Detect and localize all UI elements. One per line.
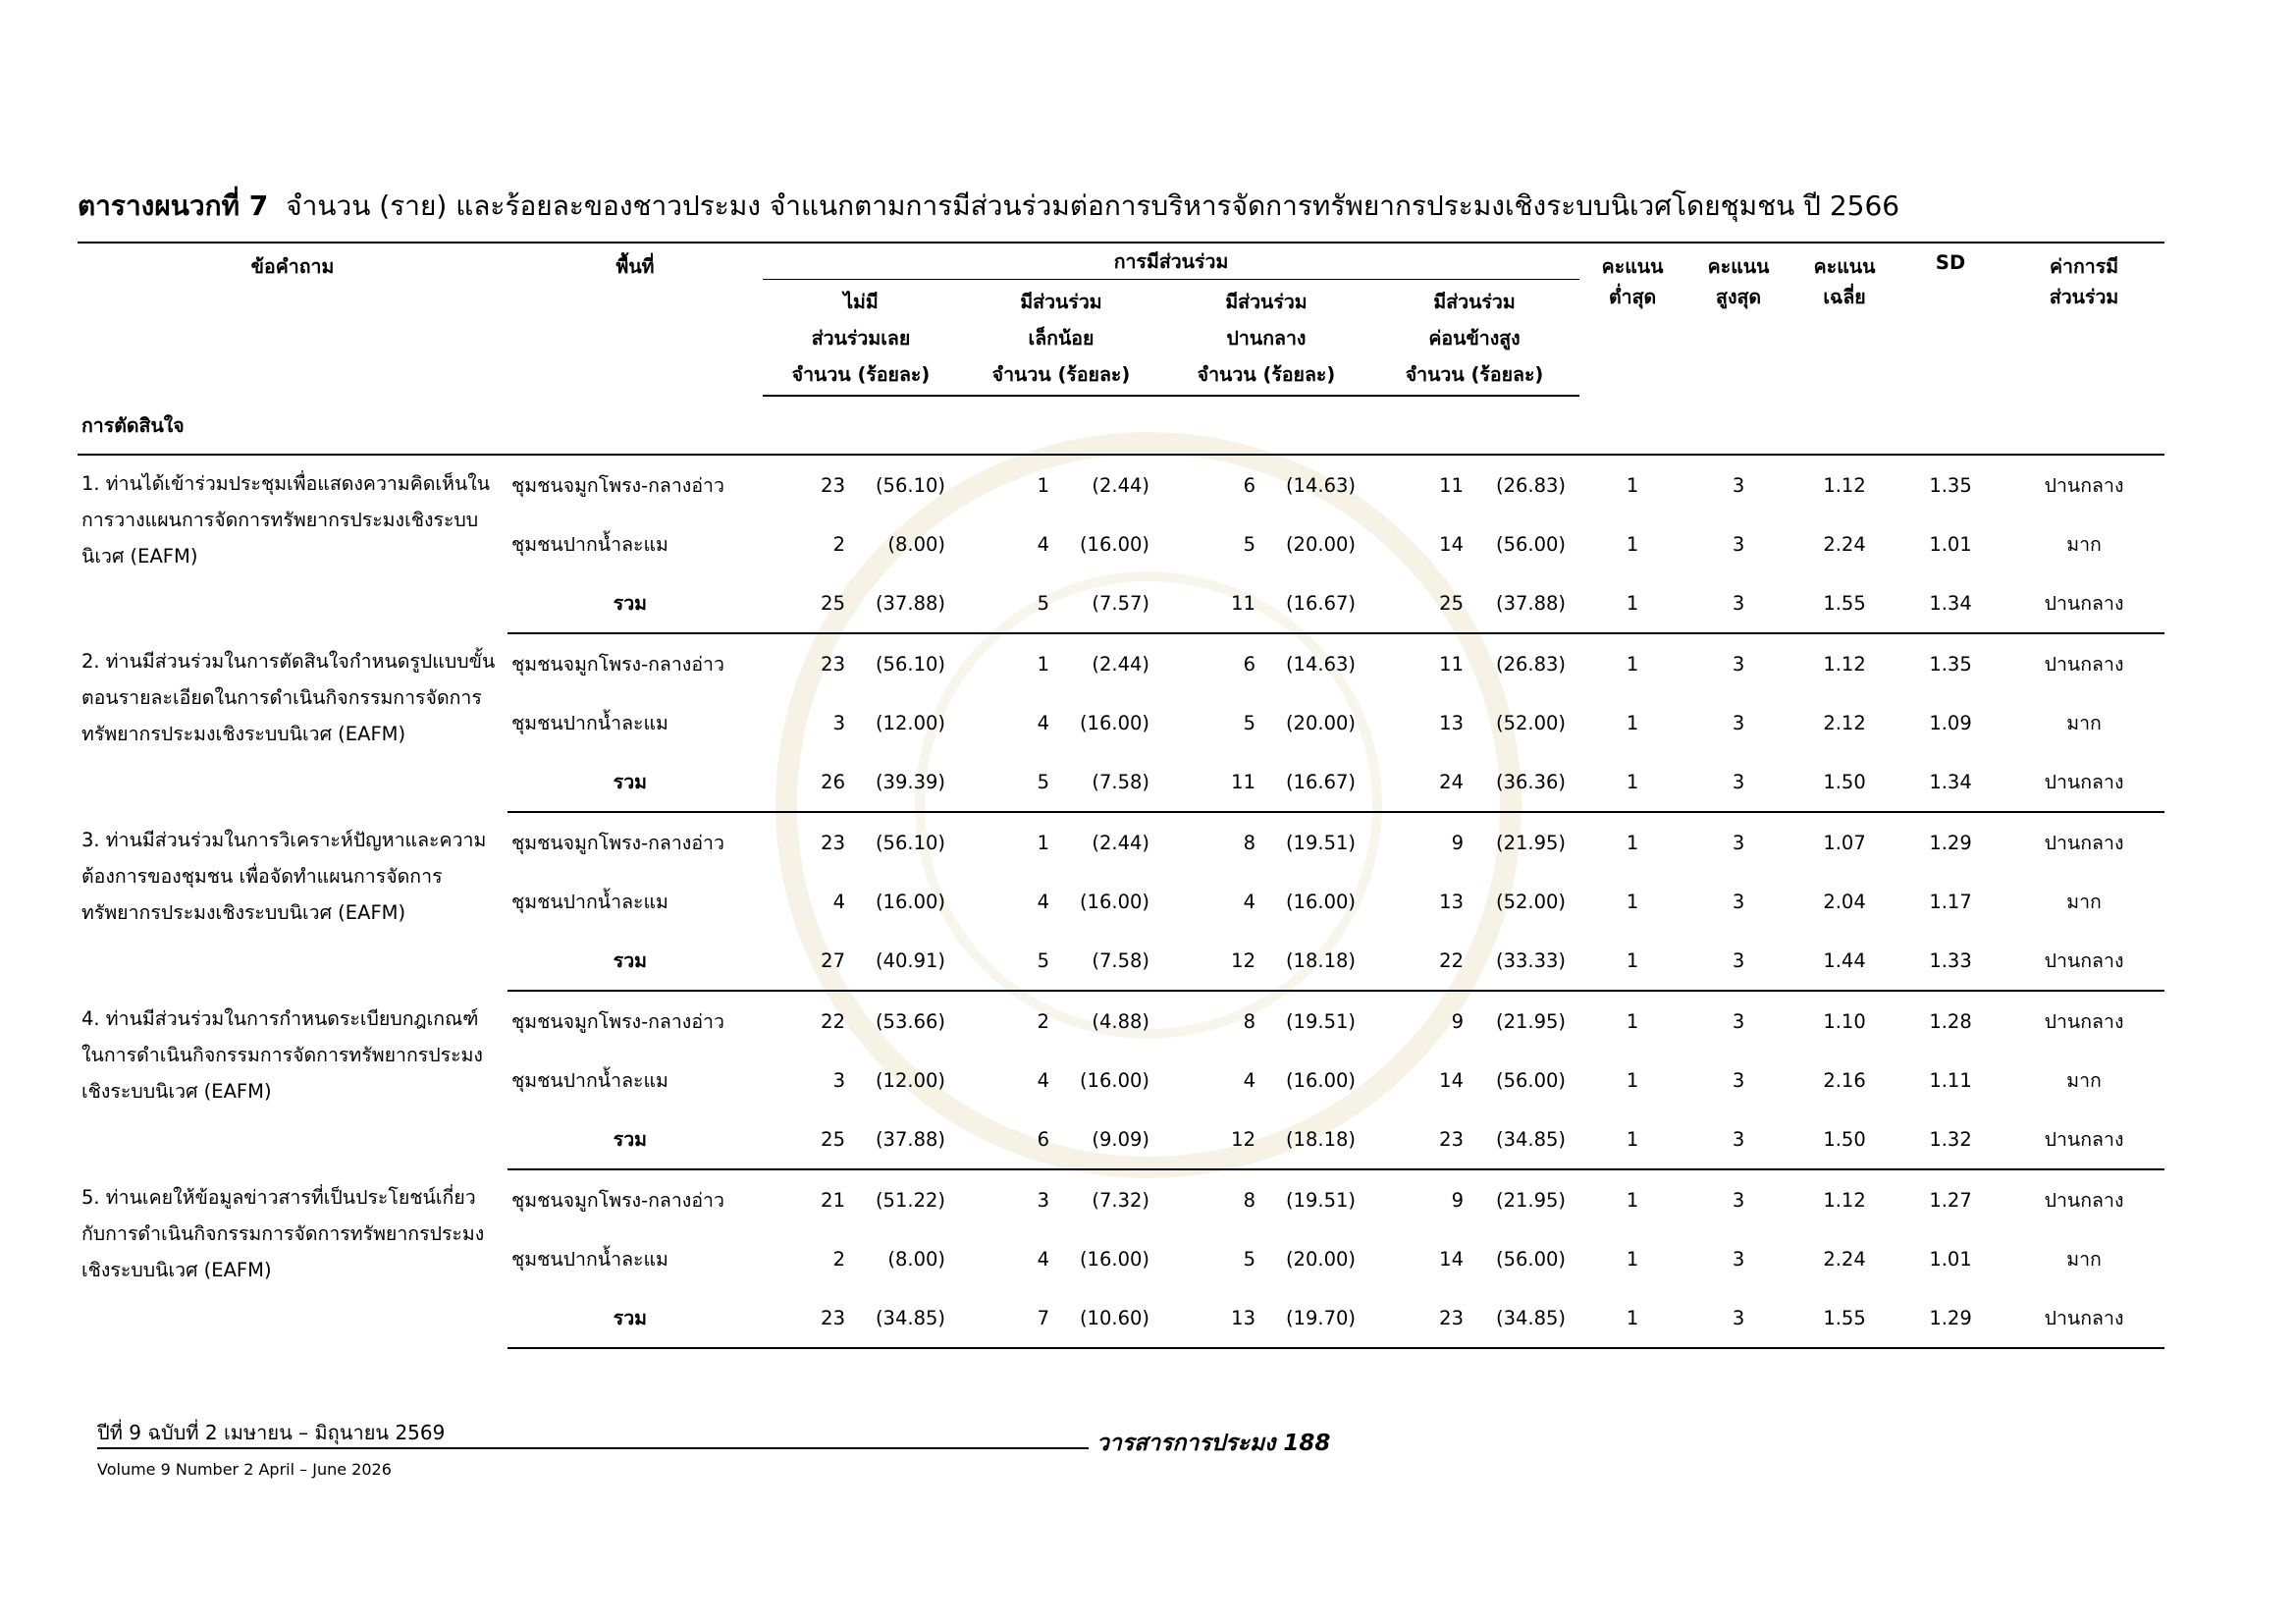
score-sd: 1.11 <box>1929 1068 1972 1092</box>
count-low: 4 <box>1037 890 1049 913</box>
header-level-none: ไม่มี ส่วนร่วมเลย จำนวน (ร้อยละ) <box>763 280 959 397</box>
count-none: 2 <box>832 532 845 556</box>
percent-low: (16.00) <box>1079 532 1149 556</box>
table-row <box>78 812 2164 872</box>
percent-none: (37.88) <box>851 573 959 633</box>
participation-level: ปานกลาง <box>2044 652 2124 676</box>
footer-volume: Volume 9 Number 2 April – June 2026 <box>97 1460 392 1479</box>
header-level-high: มีส่วนร่วม ค่อนข้างสูง จำนวน (ร้อยละ) <box>1369 280 1579 397</box>
count-medium: 5 <box>1243 711 1255 734</box>
score-min: 1 <box>1626 1009 1639 1033</box>
count-none: 23 <box>821 652 845 676</box>
percent-low: (16.00) <box>1079 1068 1149 1092</box>
score-sd: 1.32 <box>1897 1110 2003 1169</box>
percent-high: (56.00) <box>1496 1068 1567 1092</box>
score-sd: 1.35 <box>1929 473 1972 497</box>
score-min: 1 <box>1626 532 1639 556</box>
count-medium: 12 <box>1163 931 1261 991</box>
count-high: 11 <box>1439 473 1464 497</box>
count-high: 9 <box>1451 1009 1464 1033</box>
percent-none: (53.66) <box>875 1009 945 1033</box>
count-medium: 11 <box>1163 573 1261 633</box>
count-low: 5 <box>959 931 1055 991</box>
count-none: 22 <box>821 1009 845 1033</box>
area-name: ชุมชนปากน้ำละแม <box>511 1247 668 1271</box>
percent-none: (56.10) <box>875 831 945 854</box>
score-min: 1 <box>1626 831 1639 854</box>
score-mean: 1.50 <box>1791 752 1897 812</box>
score-max: 3 <box>1732 532 1745 556</box>
area-name: ชุมชนปากน้ำละแม <box>511 1068 668 1092</box>
percent-low: (10.60) <box>1055 1288 1163 1348</box>
header-participation: การมีส่วนร่วม <box>763 243 1579 280</box>
area-name: ชุมชนจมูกโพรง-กลางอ่าว <box>511 831 724 854</box>
total-label: รวม <box>507 573 763 633</box>
participation-level: มาก <box>2066 1247 2102 1271</box>
score-min: 1 <box>1579 573 1685 633</box>
score-min: 1 <box>1626 711 1639 734</box>
percent-high: (52.00) <box>1496 711 1567 734</box>
score-mean: 2.24 <box>1823 532 1866 556</box>
score-sd: 1.34 <box>1897 573 2003 633</box>
question-text: 2. ท่านมีส่วนร่วมในการตัดสินใจกำหนดรูปแบบขั้นตอนรายละเอียดในการดำเนินกิจกรรมการจัดการทรัพยากรประมงเชิงระบบนิเวศ (EAFM) <box>81 650 496 745</box>
percent-low: (4.88) <box>1092 1009 1149 1033</box>
score-mean: 1.44 <box>1791 931 1897 991</box>
percent-none: (16.00) <box>875 890 945 913</box>
count-none: 3 <box>832 1068 845 1092</box>
header-level: ค่าการมี ส่วนร่วม <box>2049 255 2119 308</box>
percent-high: (37.88) <box>1469 573 1579 633</box>
percent-high: (52.00) <box>1496 890 1567 913</box>
score-mean: 1.07 <box>1823 831 1866 854</box>
header-area: พื้นที่ <box>615 255 655 278</box>
participation-level: มาก <box>2066 532 2102 556</box>
count-none: 23 <box>821 473 845 497</box>
count-medium: 5 <box>1243 1247 1255 1271</box>
count-none: 3 <box>832 711 845 734</box>
question-text: 1. ท่านได้เข้าร่วมประชุมเพื่อแสดงความคิดเห็นในการวางแผนการจัดการทรัพยากรประมงเชิงระบบนิเวศ (EAFM) <box>81 472 491 568</box>
score-max: 3 <box>1732 1009 1745 1033</box>
question-text: 3. ท่านมีส่วนร่วมในการวิเคราะห์ปัญหาและความต้องการของชุมชน เพื่อจัดทำแผนการจัดการทรัพยากรประมงเชิงระบบนิเวศ (EAFM) <box>81 829 487 924</box>
percent-medium: (18.18) <box>1261 931 1369 991</box>
score-min: 1 <box>1626 890 1639 913</box>
count-none: 23 <box>763 1288 851 1348</box>
score-sd: 1.17 <box>1929 890 1972 913</box>
participation-level: ปานกลาง <box>2044 473 2124 497</box>
count-high: 23 <box>1369 1110 1469 1169</box>
count-high: 23 <box>1369 1288 1469 1348</box>
table-caption-label: ตารางผนวกที่ 7 <box>78 189 269 222</box>
score-min: 1 <box>1626 473 1639 497</box>
percent-medium: (18.18) <box>1261 1110 1369 1169</box>
area-name: ชุมชนจมูกโพรง-กลางอ่าว <box>511 473 724 497</box>
percent-high: (26.83) <box>1496 652 1567 676</box>
header-min: คะแนน ต่ำสุด <box>1601 255 1664 308</box>
participation-level: มาก <box>2066 890 2102 913</box>
percent-low: (16.00) <box>1079 711 1149 734</box>
question-text: 4. ท่านมีส่วนร่วมในการกำหนดระเบียบกฎเกณฑ์ในการดำเนินกิจกรรมการจัดการทรัพยากรประมงเชิงระบบนิเวศ (EAFM) <box>81 1007 483 1103</box>
percent-medium: (16.00) <box>1285 890 1356 913</box>
count-high: 14 <box>1439 1247 1464 1271</box>
score-sd: 1.35 <box>1929 652 1972 676</box>
count-medium: 13 <box>1163 1288 1261 1348</box>
percent-medium: (19.51) <box>1285 1188 1356 1212</box>
participation-level: ปานกลาง <box>2003 931 2164 991</box>
score-sd: 1.09 <box>1929 711 1972 734</box>
appendix-table <box>78 242 2164 1349</box>
score-min: 1 <box>1626 1188 1639 1212</box>
score-mean: 1.55 <box>1791 1288 1897 1348</box>
score-sd: 1.27 <box>1929 1188 1972 1212</box>
participation-level: ปานกลาง <box>2003 752 2164 812</box>
header-max: คะแนน สูงสุด <box>1707 255 1770 308</box>
count-low: 1 <box>1037 652 1049 676</box>
score-max: 3 <box>1732 711 1745 734</box>
count-low: 5 <box>959 573 1055 633</box>
participation-level: ปานกลาง <box>2003 1288 2164 1348</box>
score-min: 1 <box>1579 1110 1685 1169</box>
header-question: ข้อคำถาม <box>250 255 335 278</box>
percent-high: (21.95) <box>1496 1188 1567 1212</box>
header-level-low: มีส่วนร่วม เล็กน้อย จำนวน (ร้อยละ) <box>959 280 1163 397</box>
percent-none: (8.00) <box>887 532 945 556</box>
participation-level: ปานกลาง <box>2044 831 2124 854</box>
count-high: 9 <box>1451 1188 1464 1212</box>
percent-none: (12.00) <box>875 711 945 734</box>
participation-level: มาก <box>2066 1068 2102 1092</box>
percent-low: (7.57) <box>1055 573 1163 633</box>
count-low: 4 <box>1037 711 1049 734</box>
count-high: 9 <box>1451 831 1464 854</box>
percent-medium: (19.51) <box>1285 831 1356 854</box>
participation-level: ปานกลาง <box>2044 1009 2124 1033</box>
participation-level: มาก <box>2066 711 2102 734</box>
score-mean: 1.12 <box>1823 473 1866 497</box>
footer-divider <box>97 1447 1089 1449</box>
score-mean: 2.12 <box>1823 711 1866 734</box>
percent-medium: (14.63) <box>1285 652 1356 676</box>
count-medium: 8 <box>1243 831 1255 854</box>
count-none: 4 <box>832 890 845 913</box>
participation-level: ปานกลาง <box>2003 1110 2164 1169</box>
score-min: 1 <box>1626 1247 1639 1271</box>
percent-low: (2.44) <box>1092 652 1149 676</box>
count-none: 26 <box>763 752 851 812</box>
percent-medium: (14.63) <box>1285 473 1356 497</box>
percent-medium: (16.00) <box>1285 1068 1356 1092</box>
footer-journal-page: วารสารการประมง 188 <box>1096 1431 1331 1456</box>
score-sd: 1.28 <box>1929 1009 1972 1033</box>
count-none: 21 <box>821 1188 845 1212</box>
count-high: 14 <box>1439 1068 1464 1092</box>
count-none: 25 <box>763 1110 851 1169</box>
score-sd: 1.01 <box>1929 1247 1972 1271</box>
score-max: 3 <box>1685 573 1791 633</box>
count-medium: 12 <box>1163 1110 1261 1169</box>
total-label: รวม <box>507 1288 763 1348</box>
score-mean: 2.24 <box>1823 1247 1866 1271</box>
score-max: 3 <box>1685 1288 1791 1348</box>
percent-high: (36.36) <box>1469 752 1579 812</box>
count-low: 2 <box>1037 1009 1049 1033</box>
area-name: ชุมชนปากน้ำละแม <box>511 890 668 913</box>
score-mean: 1.50 <box>1791 1110 1897 1169</box>
count-high: 14 <box>1439 532 1464 556</box>
count-low: 1 <box>1037 831 1049 854</box>
score-max: 3 <box>1732 473 1745 497</box>
score-max: 3 <box>1732 1068 1745 1092</box>
percent-none: (56.10) <box>875 652 945 676</box>
header-level-medium: มีส่วนร่วม ปานกลาง จำนวน (ร้อยละ) <box>1163 280 1369 397</box>
percent-none: (8.00) <box>887 1247 945 1271</box>
percent-low: (9.09) <box>1055 1110 1163 1169</box>
count-medium: 4 <box>1243 890 1255 913</box>
percent-medium: (19.51) <box>1285 1009 1356 1033</box>
table-caption-text: จำนวน (ราย) และร้อยละของชาวประมง จำแนกตามการมีส่วนร่วมต่อการบริหารจัดการทรัพยากรประมงเชิงระบบนิเวศโดยชุมชน ปี 2566 <box>286 189 1900 222</box>
count-medium: 8 <box>1243 1188 1255 1212</box>
percent-high: (33.33) <box>1469 931 1579 991</box>
percent-medium: (19.70) <box>1261 1288 1369 1348</box>
score-max: 3 <box>1732 1188 1745 1212</box>
count-high: 22 <box>1369 931 1469 991</box>
count-low: 4 <box>1037 1247 1049 1271</box>
count-high: 13 <box>1439 711 1464 734</box>
score-max: 3 <box>1685 931 1791 991</box>
question-text: 5. ท่านเคยให้ข้อมูลข่าวสารที่เป็นประโยชน์เกี่ยวกับการดำเนินกิจกรรมการจัดการทรัพยากรประมงเชิงระบบนิเวศ (EAFM) <box>81 1186 485 1281</box>
count-low: 4 <box>1037 532 1049 556</box>
header-mean: คะแนน เฉลี่ย <box>1813 255 1876 308</box>
count-medium: 11 <box>1163 752 1261 812</box>
percent-low: (2.44) <box>1092 473 1149 497</box>
question-rows <box>78 455 2164 1348</box>
score-mean: 1.55 <box>1791 573 1897 633</box>
score-max: 3 <box>1732 1247 1745 1271</box>
count-medium: 4 <box>1243 1068 1255 1092</box>
area-name: ชุมชนจมูกโพรง-กลางอ่าว <box>511 1188 724 1212</box>
percent-none: (37.88) <box>851 1110 959 1169</box>
count-low: 7 <box>959 1288 1055 1348</box>
table-row <box>78 991 2164 1051</box>
area-name: ชุมชนปากน้ำละแม <box>511 711 668 734</box>
count-high: 24 <box>1369 752 1469 812</box>
percent-medium: (16.67) <box>1261 752 1369 812</box>
percent-low: (7.32) <box>1092 1188 1149 1212</box>
table-row <box>78 633 2164 693</box>
percent-none: (34.85) <box>851 1288 959 1348</box>
score-sd: 1.29 <box>1897 1288 2003 1348</box>
percent-high: (21.95) <box>1496 1009 1567 1033</box>
percent-low: (16.00) <box>1079 1247 1149 1271</box>
percent-medium: (20.00) <box>1285 532 1356 556</box>
score-min: 1 <box>1579 752 1685 812</box>
score-min: 1 <box>1626 652 1639 676</box>
score-max: 3 <box>1732 890 1745 913</box>
score-sd: 1.34 <box>1897 752 2003 812</box>
percent-none: (40.91) <box>851 931 959 991</box>
score-max: 3 <box>1685 752 1791 812</box>
score-mean: 2.04 <box>1823 890 1866 913</box>
table-caption <box>78 185 2237 228</box>
participation-level: ปานกลาง <box>2044 1188 2124 1212</box>
percent-high: (26.83) <box>1496 473 1567 497</box>
percent-low: (16.00) <box>1079 890 1149 913</box>
footer-issue: ปีที่ 9 ฉบับที่ 2 เมษายน – มิถุนายน 2569 <box>97 1421 446 1444</box>
score-sd: 1.33 <box>1897 931 2003 991</box>
count-none: 27 <box>763 931 851 991</box>
score-max: 3 <box>1732 652 1745 676</box>
percent-low: (7.58) <box>1055 931 1163 991</box>
count-medium: 6 <box>1243 473 1255 497</box>
score-min: 1 <box>1579 1288 1685 1348</box>
area-name: ชุมชนจมูกโพรง-กลางอ่าว <box>511 1009 724 1033</box>
count-low: 1 <box>1037 473 1049 497</box>
count-low: 6 <box>959 1110 1055 1169</box>
count-low: 4 <box>1037 1068 1049 1092</box>
score-max: 3 <box>1685 1110 1791 1169</box>
percent-medium: (20.00) <box>1285 711 1356 734</box>
area-name: ชุมชนจมูกโพรง-กลางอ่าว <box>511 652 724 676</box>
percent-medium: (16.67) <box>1261 573 1369 633</box>
score-min: 1 <box>1579 931 1685 991</box>
percent-none: (12.00) <box>875 1068 945 1092</box>
percent-medium: (20.00) <box>1285 1247 1356 1271</box>
table-row <box>78 1169 2164 1229</box>
percent-high: (34.85) <box>1469 1110 1579 1169</box>
count-high: 11 <box>1439 652 1464 676</box>
count-low: 5 <box>959 752 1055 812</box>
score-mean: 1.10 <box>1823 1009 1866 1033</box>
score-min: 1 <box>1626 1068 1639 1092</box>
total-label: รวม <box>507 752 763 812</box>
count-low: 3 <box>1037 1188 1049 1212</box>
score-sd: 1.29 <box>1929 831 1972 854</box>
header-sd: SD <box>1935 251 1966 274</box>
score-max: 3 <box>1732 831 1745 854</box>
count-none: 25 <box>763 573 851 633</box>
area-name: ชุมชนปากน้ำละแม <box>511 532 668 556</box>
score-mean: 1.12 <box>1823 652 1866 676</box>
percent-none: (51.22) <box>875 1188 945 1212</box>
count-none: 2 <box>832 1247 845 1271</box>
percent-high: (34.85) <box>1469 1288 1579 1348</box>
percent-low: (2.44) <box>1092 831 1149 854</box>
score-mean: 1.12 <box>1823 1188 1866 1212</box>
percent-high: (56.00) <box>1496 1247 1567 1271</box>
count-none: 23 <box>821 831 845 854</box>
percent-none: (39.39) <box>851 752 959 812</box>
count-medium: 8 <box>1243 1009 1255 1033</box>
percent-high: (21.95) <box>1496 831 1567 854</box>
total-label: รวม <box>507 931 763 991</box>
percent-high: (56.00) <box>1496 532 1567 556</box>
table-row <box>78 455 2164 514</box>
percent-low: (7.58) <box>1055 752 1163 812</box>
percent-none: (56.10) <box>875 473 945 497</box>
count-medium: 5 <box>1243 532 1255 556</box>
score-mean: 2.16 <box>1823 1068 1866 1092</box>
count-high: 25 <box>1369 573 1469 633</box>
score-sd: 1.01 <box>1929 532 1972 556</box>
count-high: 13 <box>1439 890 1464 913</box>
total-label: รวม <box>507 1110 763 1169</box>
section-title: การตัดสินใจ <box>78 396 2164 455</box>
count-medium: 6 <box>1243 652 1255 676</box>
participation-level: ปานกลาง <box>2003 573 2164 633</box>
